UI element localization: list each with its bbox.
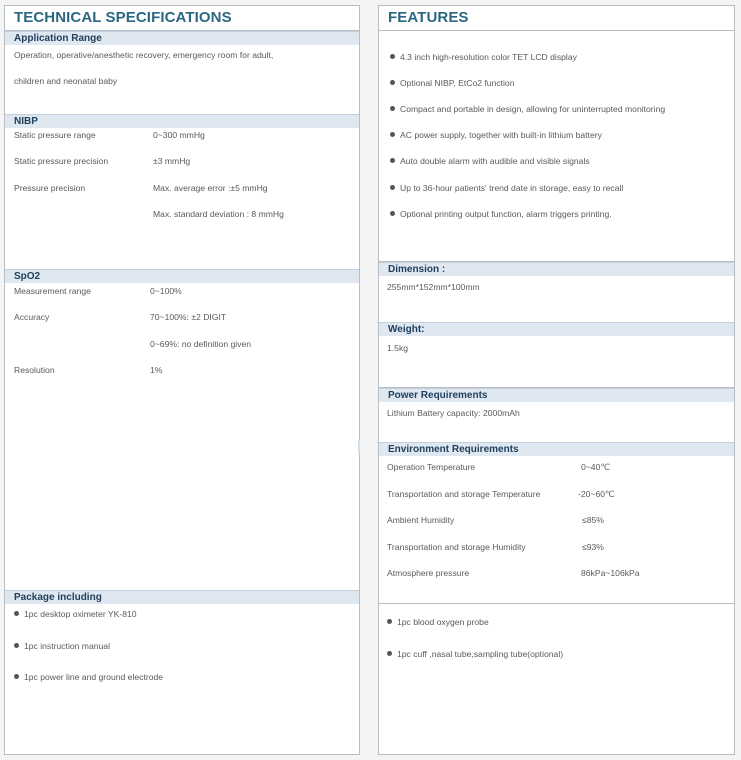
features-panel [378,5,735,755]
package-item: 1pc desktop oximeter YK-810 [14,609,137,620]
bullet-icon [387,651,392,656]
spo2-heading: SpO2 [5,269,359,283]
feature-item: Auto double alarm with audible and visible signals [390,156,590,167]
bullet-icon [390,185,395,190]
package-item: 1pc blood oxygen probe [387,617,489,628]
weight-value: 1.5kg [387,343,409,353]
application-range-line-2: children and neonatal baby [14,76,118,86]
environment-row-value: 0~40℃ [581,462,611,472]
application-range-heading: Application Range [5,31,359,45]
nibp-row-value: Max. standard deviation : 8 mmHg [153,209,284,219]
features-title: FEATURES [388,9,469,26]
nibp-heading: NIBP [5,114,359,128]
bullet-icon [390,132,395,137]
bullet-icon [390,211,395,216]
spo2-row-value: 0~100% [150,286,182,296]
environment-row-label: Atmosphere pressure [387,568,470,578]
bullet-icon [14,611,19,616]
feature-item: 4.3 inch high-resolution color TET LCD display [390,52,577,63]
nibp-row-label: Static pressure range [14,130,96,140]
nibp-row-value: ±3 mmHg [153,156,191,166]
package-including-heading: Package including [5,590,359,604]
bullet-icon [390,54,395,59]
nibp-row-label: Static pressure precision [14,156,109,166]
bullet-icon [390,158,395,163]
feature-item: Up to 36-hour patients' trend date in storage, easy to recall [390,183,623,194]
application-range-line-1: Operation, operative/anesthetic recovery, emergency room for adult, [14,50,274,60]
environment-row-label: Operation Temperature [387,462,476,472]
bullet-icon [390,106,395,111]
power-requirements-value: Lithium Battery capacity: 2000mAh [387,408,520,418]
bullet-icon [390,80,395,85]
feature-item: Optional NIBP, EtCo2 function [390,78,515,89]
environment-row-value: -20~60℃ [578,489,615,499]
spo2-row-label: Resolution [14,365,55,375]
bullet-icon [14,643,19,648]
bullet-icon [14,674,19,679]
environment-row-value: ≤93% [582,542,604,552]
weight-heading: Weight: [379,322,734,336]
package-item: 1pc instruction manual [14,641,110,652]
nibp-row-value: Max. average error :±5 mmHg [153,183,268,193]
environment-row-value: 86kPa~106kPa [581,568,640,578]
power-requirements-heading: Power Requirements [379,388,734,402]
title-divider [379,30,734,31]
nibp-row-label: Pressure precision [14,183,86,193]
package-item: 1pc power line and ground electrode [14,672,163,683]
package-item: 1pc cuff ,nasal tube,sampling tube(optional) [387,649,563,660]
nibp-row-value: 0~300 mmHg [153,130,205,140]
section-divider [379,603,734,604]
technical-specifications-panel [4,5,360,755]
environment-row-label: Transportation and storage Temperature [387,489,541,499]
environment-row-label: Ambient Humidity [387,515,455,525]
spo2-row-value: 70~100%: ±2 DIGIT [150,312,227,322]
spo2-row-label: Accuracy [14,312,50,322]
technical-specifications-title: TECHNICAL SPECIFICATIONS [14,9,232,26]
environment-row-label: Transportation and storage Humidity [387,542,526,552]
column-gutter-marker [358,440,360,454]
feature-item: AC power supply, together with built-in lithium battery [390,130,602,141]
environment-row-value: ≤85% [582,515,604,525]
environment-requirements-heading: Environment Requirements [379,442,734,456]
bullet-icon [387,619,392,624]
dimension-heading: Dimension : [379,262,734,276]
feature-item: Optional printing output function, alarm triggers printing. [390,209,612,220]
feature-item: Compact and portable in design, allowing for uninterrupted monitoring [390,104,665,115]
spo2-row-value: 0~69%: no definition given [150,339,252,349]
spo2-row-value: 1% [150,365,163,375]
spo2-row-label: Measurement range [14,286,91,296]
dimension-value: 255mm*152mm*100mm [387,282,480,292]
